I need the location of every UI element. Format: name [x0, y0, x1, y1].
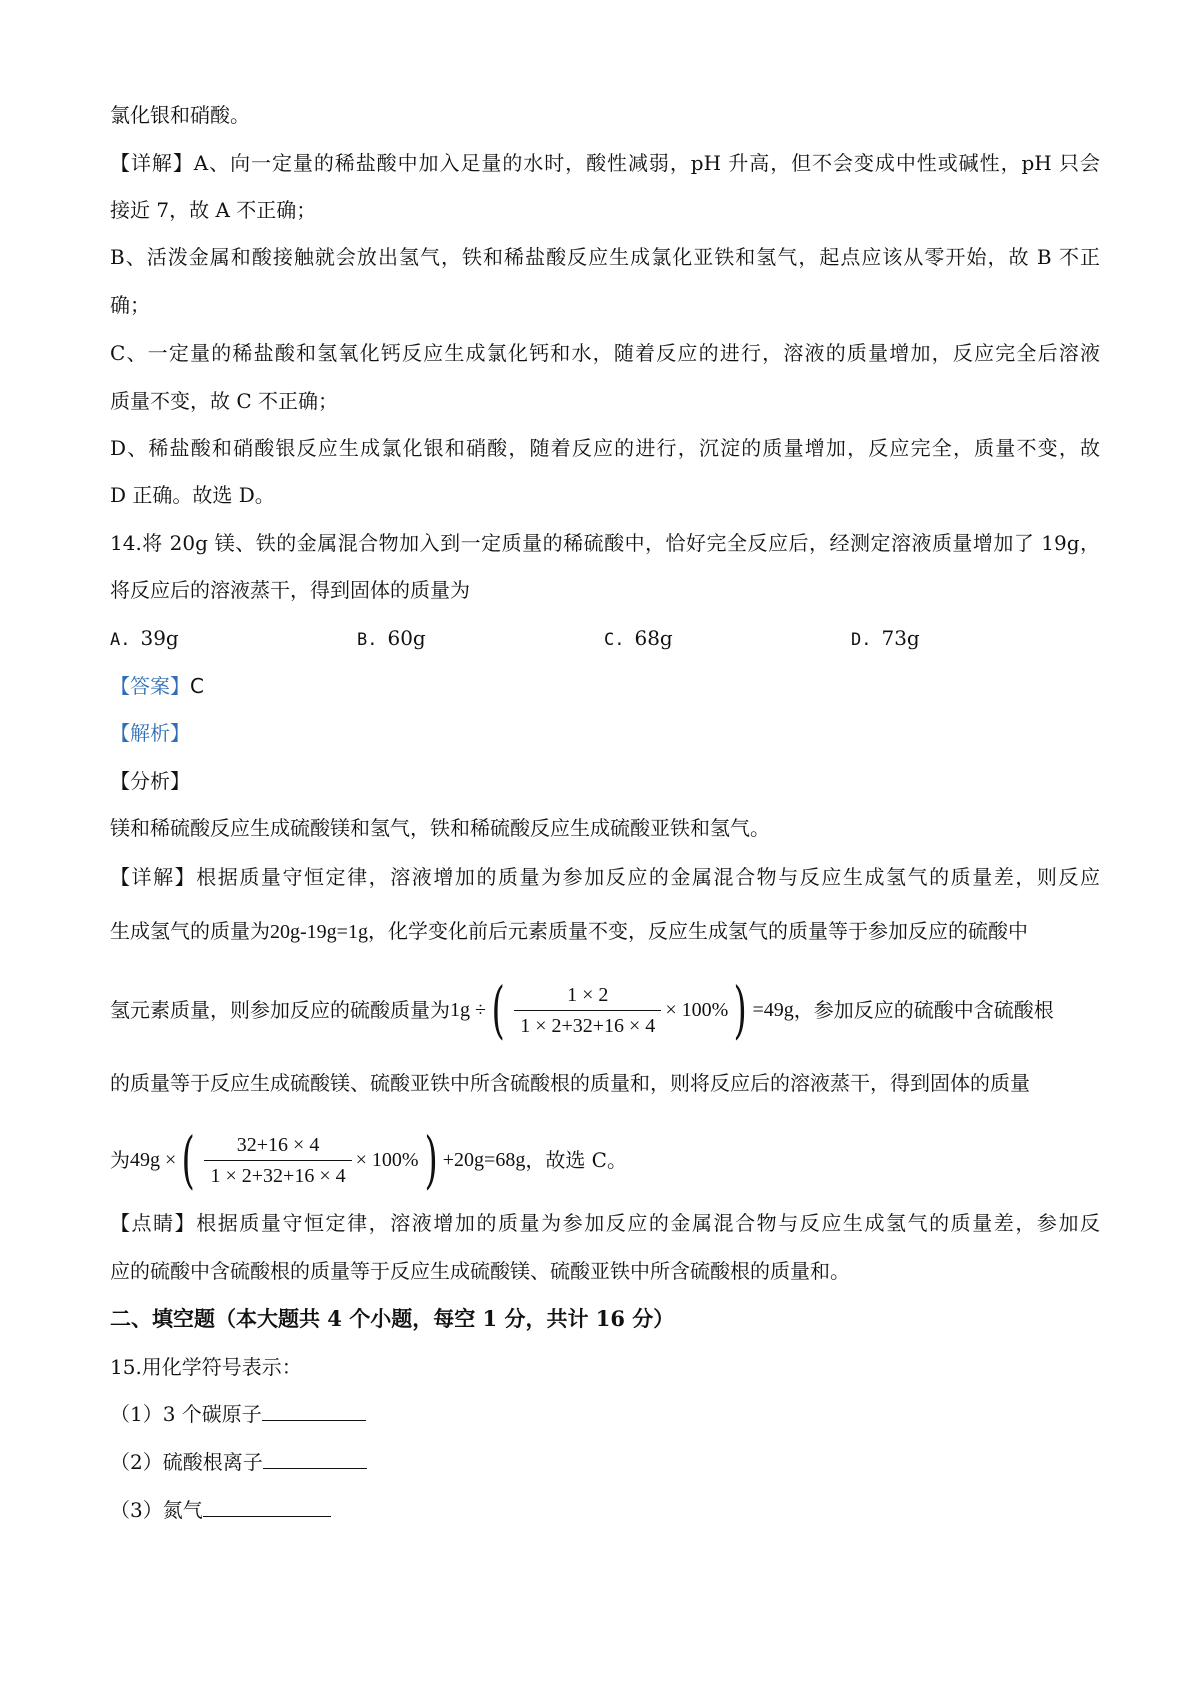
text-line: C、一定量的稀盐酸和氢氧化钙反应生成氯化钙和水，随着反应的进行，溶液的质量增加，反应完全后溶液 [110, 341, 1100, 365]
option-label: C. [604, 630, 625, 650]
option-text: 68g [634, 626, 673, 650]
fenxi-text: 镁和稀硫酸反应生成硫酸镁和氢气，铁和稀硫酸反应生成硫酸亚铁和氢气。 [110, 816, 770, 840]
option-label: D. [851, 630, 872, 650]
text-line: 接近 7，故 A 不正确； [110, 198, 317, 222]
math-expression: 49g × [130, 1149, 177, 1171]
fill-item: （1）3 个碳原子 [110, 1399, 1100, 1429]
math-expression: × 100% [355, 1149, 419, 1171]
math-expression: × 100% [665, 999, 729, 1021]
analysis-tag: 【解析】 [110, 721, 190, 745]
text-line: 氯化银和硝酸。 [110, 103, 250, 127]
option-text: 60g [387, 626, 426, 650]
option-text: 73g [881, 626, 920, 650]
left-paren: ( [491, 973, 505, 1046]
dianjing-line: 应的硫酸中含硫酸根的质量等于反应生成硫酸镁、硫酸亚铁中所含硫酸根的质量和。 [110, 1259, 850, 1283]
answer-blank[interactable] [263, 1448, 367, 1469]
detail-line: 的质量等于反应生成硫酸镁、硫酸亚铁中所含硫酸根的质量和，则将反应后的溶液蒸干，得到固体的质量 [110, 1071, 1030, 1095]
math-expression: 1g ÷ [450, 999, 486, 1021]
detail-line-formula: 为 49g × ( $\frac{32+16 \times 4}{1 \times 2+32+16 \times 4}$ × 100% ) +20g=68g ，故选 C。 [110, 1123, 627, 1196]
fraction [204, 1132, 351, 1189]
option-c [604, 623, 673, 655]
detail-line: 生成氢气的质量为20g-19g=1g，化学变化前后元素质量不变，反应生成氢气的质量等于参加反应的硫酸中 [110, 919, 1028, 943]
fraction-numerator: 1 × 2 [567, 983, 609, 1006]
dianjing-line: 【点睛】根据质量守恒定律，溶液增加的质量为参加反应的金属混合物与反应生成氢气的质量差，参加反 [110, 1211, 1100, 1235]
answer-blank[interactable] [203, 1496, 331, 1517]
answer-value: C [190, 674, 204, 698]
fenxi-tag: 【分析】 [110, 769, 190, 793]
question-14-text: 14.将 20g 镁、铁的金属混合物加入到一定质量的稀硫酸中，恰好完全反应后，经测定溶液质量增加了 19g， [110, 531, 1100, 555]
math-expression: =49g [752, 999, 794, 1021]
fill-item: （2）硫酸根离子 [110, 1447, 1100, 1477]
question-14-text: 将反应后的溶液蒸干，得到固体的质量为 [110, 578, 470, 602]
fill-item: （3）氮气 [110, 1495, 1100, 1525]
fraction-numerator: 32+16 × 4 [236, 1133, 320, 1156]
detail-line-formula: 氢元素质量，则参加反应的硫酸质量为 1g ÷ ( $\frac{1 \times 2}{1 \times 2+32+16 \times 4}$ × 100% ) =49g ，参加反应的硫酸中含硫酸根 [110, 973, 1054, 1046]
answer-line [110, 671, 1100, 701]
math-expression: 20g-19g=1g [270, 921, 368, 943]
question-15-text: 15.用化学符号表示： [110, 1355, 302, 1379]
left-paren: ( [181, 1123, 196, 1196]
text-line: D 正确。故选 D。 [110, 483, 275, 507]
fraction-denominator: 1 × 2+32+16 × 4 [514, 1010, 661, 1039]
text-line: D、稀盐酸和硝酸银反应生成氯化银和硝酸，随着反应的进行，沉淀的质量增加，反应完全，质量不变，故 [110, 436, 1100, 460]
fraction-denominator: 1 × 2+32+16 × 4 [204, 1160, 351, 1189]
text-line: B、活泼金属和酸接触就会放出氢气，铁和稀盐酸反应生成氯化亚铁和氢气，起点应该从零开始，故 B 不正 [110, 245, 1100, 269]
option-text: 39g [140, 626, 179, 650]
text-line: 【详解】A、向一定量的稀盐酸中加入足量的水时，酸性减弱，pH 升高，但不会变成中性或碱性，pH 只会 [110, 151, 1100, 175]
fraction [514, 982, 661, 1039]
option-b [357, 623, 426, 655]
text-line: 确； [110, 293, 150, 317]
section-heading: 二、填空题（本大题共 4 个小题，每空 1 分，共计 16 分） [110, 1306, 675, 1331]
option-label: B. [357, 630, 378, 650]
right-paren: ) [424, 1123, 438, 1196]
option-a [110, 623, 179, 655]
option-label: A. [110, 630, 131, 650]
text-line: 质量不变，故 C 不正确； [110, 389, 339, 413]
detail-line: 【详解】根据质量守恒定律，溶液增加的质量为参加反应的金属混合物与反应生成氢气的质量差，则反应 [110, 865, 1100, 889]
answer-tag: 【答案】 [110, 674, 190, 698]
right-paren: ) [733, 973, 748, 1046]
math-expression: +20g=68g [442, 1149, 526, 1171]
answer-blank[interactable] [262, 1400, 366, 1421]
option-d [851, 623, 920, 655]
